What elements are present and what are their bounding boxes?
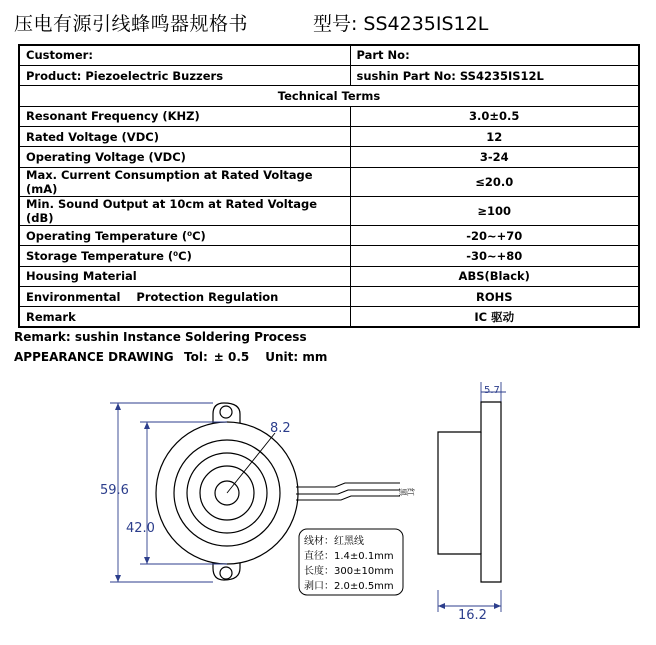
section-title: Technical Terms [19,86,639,106]
spec-label: Rated Voltage (VDC) [19,127,350,147]
dim-hole: 8.2 [270,421,291,436]
unit-label: Unit: mm [265,350,328,364]
buzzer-side-view [438,402,501,582]
tol-label: Tol: [184,350,208,364]
sushin-part-value: SS4235IS12L [459,68,544,83]
table-row [19,65,639,85]
sushin-part-cell [350,65,639,85]
table-row [19,167,639,196]
appearance-heading [14,350,328,364]
spec-value: ABS(Black) [350,266,639,286]
wire-spec-line: 线材：红黑线 [304,536,364,547]
table-row [19,287,639,307]
table-row [19,127,639,147]
table-row [19,246,639,266]
spec-value: -30~+80 [350,246,639,266]
table-row [19,196,639,225]
model-label: 型号: [313,13,358,35]
wire-spec-line: 剥口：2.0±0.5mm [304,581,394,592]
spec-label: Environmental Protection Regulation [19,287,350,307]
spec-value: 12 [350,127,639,147]
spec-value: ≤20.0 [350,167,639,196]
table-row [19,307,639,327]
tolerance [184,350,327,364]
spec-label: Operating Temperature (⁰C) [19,225,350,245]
table-row [19,45,639,65]
wire-spec-line: 直径：1.4±0.1mm [304,551,394,562]
spec-value: ROHS [350,287,639,307]
dim-depth: 16.2 [458,608,487,623]
spec-table [18,44,640,328]
table-row [19,225,639,245]
table-row [19,266,639,286]
dim-total-height: 59.6 [100,483,129,498]
appearance-title: APPEARANCE DRAWING [14,350,174,364]
part-no-label: Part No: [350,45,639,65]
spec-label: Storage Temperature (⁰C) [19,246,350,266]
table-row [19,106,639,126]
dim-top: 5.7 [484,385,500,396]
model-value: SS4235IS12L [363,13,489,35]
dim-body: 42.0 [126,521,155,536]
sushin-part-label: sushin Part No: [356,68,456,83]
spec-label: Min. Sound Output at 10cm at Rated Voltage (dB) [19,196,350,225]
spec-value: IC 驱动 [350,307,639,327]
spec-label: Max. Current Consumption at Rated Voltage (mA) [19,167,350,196]
model-number [313,9,494,36]
document-title: 压电有源引线蜂鸣器规格书 [14,13,249,35]
spec-label: Operating Voltage (VDC) [19,147,350,167]
spec-value: 3.0±0.5 [350,106,639,126]
customer-label: Customer: [19,45,350,65]
spec-value: -20~+70 [350,225,639,245]
table-row [19,86,639,106]
tol-value: ± 0.5 [213,350,250,364]
spec-value: 3-24 [350,147,639,167]
spec-label: Remark [19,307,350,327]
wire-spec-line: 长度：300±10mm [304,566,394,577]
product-label: Product: Piezoelectric Buzzers [19,65,350,85]
table-row [19,147,639,167]
spec-label: Resonant Frequency (KHZ) [19,106,350,126]
wire-label-black: 黑 [398,488,407,496]
wire-label-red: 红 [406,488,415,496]
spec-value: ≥100 [350,196,639,225]
remark-text: Remark: sushin Instance Soldering Process [14,330,307,344]
spec-label: Housing Material [19,266,350,286]
appearance-drawing [0,370,656,645]
